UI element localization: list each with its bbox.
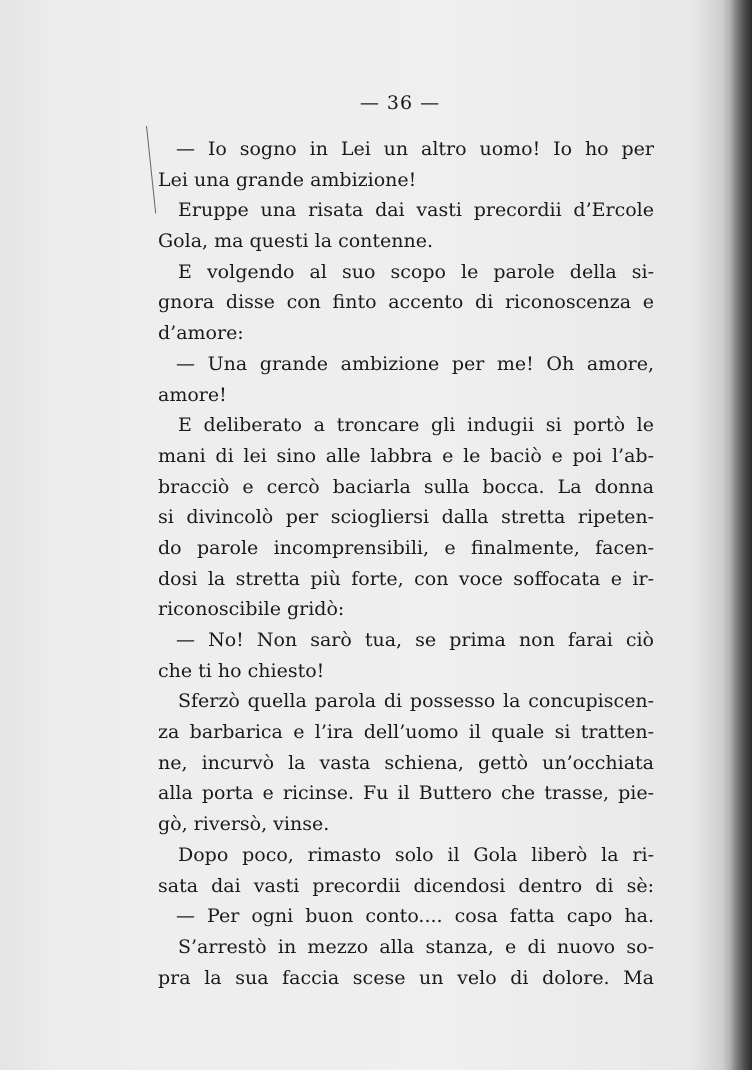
text-line: Lei una grande ambizione! xyxy=(158,168,417,191)
text-line: — No! Non sarò tua, se prima non farai ciò xyxy=(176,629,654,651)
text-line: dosi la stretta più forte, con voce soffocata e ir- xyxy=(158,567,654,590)
text-line: d’amore: xyxy=(158,322,244,345)
text-line: pra la sua faccia scese un velo di dolore. Ma xyxy=(158,966,654,989)
text-line: ne, incurvò la vasta schiena, gettò un’occhiata xyxy=(158,751,654,774)
text-line: — Per ogni buon conto.... cosa fatta capo ha. xyxy=(176,905,654,928)
text-line: Gola, ma questi la contenne. xyxy=(158,230,434,253)
text-line: gò, riversò, vinse. xyxy=(158,813,330,836)
text-line: mani di lei sino alle labbra e le baciò e poi l’ab- xyxy=(158,444,654,467)
text-line: — Una grande ambizione per me! Oh amore, xyxy=(176,352,654,375)
text-line: amore! xyxy=(158,383,227,406)
text-line: alla porta e ricinse. Fu il Buttero che trasse, pie- xyxy=(158,782,654,805)
text-line: do parole incomprensibili, e finalmente, facen- xyxy=(158,536,654,559)
text-line: si divincolò per sciogliersi dalla stretta ripeten- xyxy=(158,506,654,529)
text-line: Eruppe una risata dai vasti precordii d’Ercole xyxy=(178,199,654,222)
text-line: sata dai vasti precordii dicendosi dentro di sè: xyxy=(158,874,654,897)
text-line: za barbarica e l’ira dell’uomo il quale si tratten- xyxy=(158,721,654,744)
text-line: Dopo poco, rimasto solo il Gola liberò la ri- xyxy=(178,843,654,866)
page-number: — 36 — xyxy=(359,92,441,114)
page-edge-shadow xyxy=(730,0,752,1070)
text-line: E volgendo al suo scopo le parole della si- xyxy=(178,260,654,283)
text-line: bracciò e cercò baciarla sulla bocca. La donna xyxy=(158,475,654,498)
text-line: E deliberato a troncare gli indugii si portò le xyxy=(178,414,654,437)
text-line: Sferzò quella parola di possesso la concupiscen- xyxy=(178,690,654,713)
body-text xyxy=(158,134,654,993)
text-line: riconoscibile gridò: xyxy=(158,598,345,621)
text-line: che ti ho chiesto! xyxy=(158,659,325,682)
text-line: S’arrestò in mezzo alla stanza, e di nuovo so- xyxy=(178,935,654,958)
text-line: gnora disse con finto accento di riconoscenza e xyxy=(158,291,654,314)
text-line: — Io sogno in Lei un altro uomo! Io ho per xyxy=(176,138,654,160)
